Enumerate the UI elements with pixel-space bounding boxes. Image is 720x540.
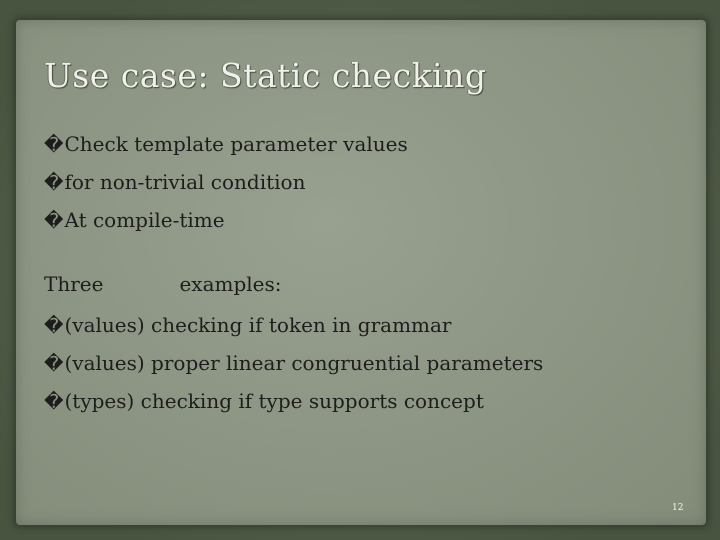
bullet-text: Check template parameter values <box>64 132 408 156</box>
bullet-marker-icon: � <box>44 210 64 232</box>
examples-list <box>44 307 543 421</box>
bullet-marker-icon: � <box>44 134 64 156</box>
bullet-list <box>44 126 408 240</box>
bullet-text: At compile-time <box>64 208 225 232</box>
bullet-item <box>44 126 408 164</box>
example-text: (types) checking if type supports concept <box>64 389 484 413</box>
examples-intro-word: examples: <box>179 272 282 296</box>
example-text: (values) proper linear congruential parameters <box>64 351 544 375</box>
example-item <box>44 345 543 383</box>
bullet-marker-icon: � <box>44 391 64 413</box>
bullet-marker-icon: � <box>44 172 64 194</box>
example-item <box>44 307 543 345</box>
bullet-item <box>44 202 408 240</box>
example-item <box>44 383 543 421</box>
example-text: (values) checking if token in grammar <box>64 313 452 337</box>
examples-intro <box>44 272 282 296</box>
bullet-marker-icon: � <box>44 315 64 337</box>
bullet-item <box>44 164 408 202</box>
bullet-text: for non-trivial condition <box>64 170 306 194</box>
examples-intro-word: Three <box>44 272 104 296</box>
page-number: 12 <box>672 503 684 513</box>
bullet-marker-icon: � <box>44 353 64 375</box>
slide-title: Use case: Static checking <box>44 56 487 95</box>
